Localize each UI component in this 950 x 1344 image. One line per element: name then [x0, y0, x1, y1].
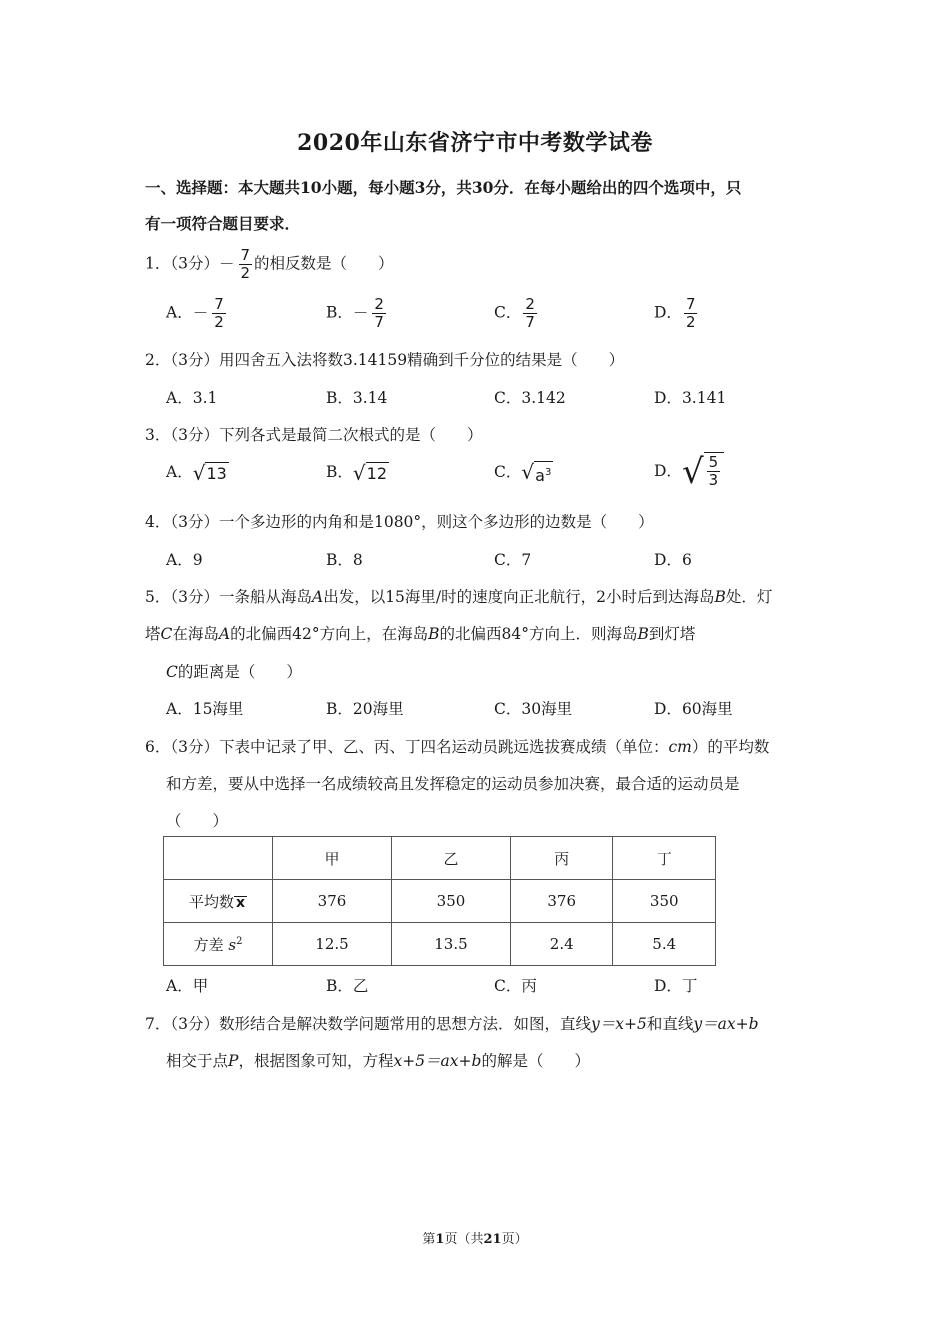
score-table: [163, 836, 716, 966]
option-value: 7: [521, 551, 532, 569]
text: 的距离是（ ）: [177, 663, 302, 681]
text: ，根据图象可知，方程: [238, 1052, 394, 1070]
variance-exponent: 2: [236, 935, 243, 947]
q1-prefix: 1．（3分）: [145, 254, 219, 273]
table-row: [164, 880, 716, 923]
option-value: 30海里: [521, 700, 573, 718]
q1-numerator: 7: [240, 246, 251, 264]
option-value: 甲: [192, 977, 209, 995]
table-header-cell: 乙: [391, 837, 510, 880]
option-fraction: [372, 296, 386, 331]
q6-option-a[interactable]: [166, 974, 208, 996]
equation: y＝x+5: [590, 1015, 647, 1033]
q3-option-b[interactable]: [326, 460, 389, 484]
point-label: A: [218, 625, 231, 643]
option-label: A．: [166, 389, 193, 407]
table-cell: 13.5: [391, 923, 510, 966]
option-fraction: [523, 296, 537, 331]
option-label: A．: [166, 303, 193, 322]
unit: cm: [668, 738, 692, 756]
point-label: B: [428, 625, 440, 643]
question-6-line-1: [145, 735, 769, 757]
page-title: 2020年山东省济宁市中考数学试卷: [297, 130, 653, 156]
option-value: 丁: [681, 977, 698, 995]
option-numerator: 7: [214, 295, 224, 313]
option-label: C．: [494, 551, 522, 569]
option-label: A．: [166, 977, 193, 995]
question-1: [145, 247, 394, 282]
q4-option-a[interactable]: [166, 548, 203, 570]
option-value: 8: [352, 551, 363, 569]
section-heading-line-2: 有一项符合题目要求．: [145, 214, 301, 233]
option-value: 丙: [521, 977, 537, 995]
table-header-row: [164, 837, 716, 880]
option-neg-sign: －: [352, 303, 369, 322]
q2-option-d[interactable]: [654, 386, 726, 408]
text: 出发，以15海里/时的速度向正北航行，2小时后到达海岛: [323, 588, 715, 606]
text: 7．（3分）数形结合是解决数学问题常用的思想方法．如图，直线: [145, 1015, 591, 1033]
option-value: 6: [681, 551, 692, 569]
option-label: D．: [654, 389, 682, 407]
table-header-cell: 甲: [273, 837, 392, 880]
option-fraction: [684, 296, 698, 331]
option-value: 3.142: [521, 389, 566, 407]
text: 的北偏西84°方向上．则海岛: [439, 625, 638, 643]
option-label: D．: [654, 700, 682, 718]
text: 和直线: [646, 1015, 694, 1033]
point-label: P: [228, 1052, 239, 1070]
option-value: 3.141: [681, 389, 727, 407]
option-label: B．: [326, 700, 353, 718]
q1-option-d[interactable]: [654, 296, 699, 331]
variance-label-cell: [164, 923, 273, 966]
option-value: 3.14: [352, 389, 388, 407]
equation: x+5＝ax+b: [393, 1052, 482, 1070]
question-6-line-3: （ ）: [166, 812, 229, 830]
table-cell: 2.4: [510, 923, 613, 966]
table-header-cell: 丙: [510, 837, 613, 880]
q6-option-c[interactable]: [494, 974, 537, 996]
q2-option-c[interactable]: [494, 386, 566, 408]
table-cell: 350: [613, 880, 716, 923]
question-3: 3．（3分）下列各式是最简二次根式的是（ ）: [145, 426, 483, 444]
q2-option-b[interactable]: [326, 386, 387, 408]
text: 相交于点: [166, 1052, 229, 1070]
text: 处．灯: [725, 588, 773, 606]
table-cell: 376: [510, 880, 613, 923]
option-label: B．: [326, 303, 353, 322]
sqrt-symbol: √ $a^3$: [521, 460, 552, 485]
option-denominator: 7: [525, 313, 535, 331]
sqrt-symbol: √ 12: [352, 461, 387, 485]
option-numerator: 2: [525, 295, 535, 313]
radicand: [534, 461, 553, 485]
table-row: [164, 923, 716, 966]
question-7-line-2: [166, 1049, 590, 1071]
question-2: 2．（3分）用四舍五入法将数3.14159精确到千分位的结果是（ ）: [145, 351, 625, 369]
option-numerator: 5: [708, 453, 719, 471]
radicand-exponent: 3: [544, 467, 552, 478]
point-label: B: [714, 588, 726, 606]
option-value: 15海里: [192, 700, 244, 718]
q3-option-a[interactable]: [166, 460, 229, 484]
page-number: 1: [435, 1232, 445, 1247]
q1-suffix: 的相反数是（ ）: [254, 254, 394, 273]
text: 在海岛: [172, 625, 219, 643]
q3-option-c[interactable]: [494, 460, 553, 485]
option-denominator: 7: [374, 313, 384, 331]
sqrt-symbol: √ $\frac{5}{3}$: [682, 452, 724, 492]
table-header-cell: 丁: [613, 837, 716, 880]
mean-label: 平均数: [188, 892, 234, 911]
q5-option-b[interactable]: [326, 697, 404, 719]
option-label: D．: [654, 303, 682, 322]
table-corner-cell: [164, 837, 273, 880]
option-value: 20海里: [352, 700, 404, 718]
option-label: C．: [494, 463, 522, 481]
variance-symbol: s: [228, 935, 237, 954]
radicand-base: a: [535, 466, 545, 485]
q6-option-d[interactable]: [654, 974, 697, 996]
text: 到灯塔: [648, 625, 696, 643]
option-fraction: [212, 296, 226, 331]
footer-text: 页）: [501, 1232, 528, 1247]
q1-fraction: [239, 247, 253, 282]
sqrt-symbol: √ 13: [192, 461, 227, 485]
question-4: 4．（3分）一个多边形的内角和是1080°，则这个多边形的边数是（ ）: [145, 513, 654, 531]
text: 6．（3分）下表中记录了甲、乙、丙、丁四名运动员跳远选拔赛成绩（单位：: [145, 738, 669, 756]
option-numerator: 7: [685, 295, 696, 313]
table-cell: 12.5: [273, 923, 392, 966]
point-label: A: [311, 588, 324, 606]
table-cell: 376: [273, 880, 392, 923]
q1-option-a[interactable]: [166, 296, 228, 331]
option-label: A．: [166, 463, 193, 481]
footer-text: 第: [422, 1232, 436, 1247]
option-label: B．: [326, 463, 353, 481]
question-5-line-1: [145, 585, 772, 607]
point-label: C: [166, 663, 178, 681]
option-value: 乙: [352, 977, 369, 995]
xbar-symbol: x: [235, 894, 246, 911]
option-label: C．: [494, 977, 522, 995]
option-label: C．: [494, 700, 522, 718]
q5-option-d[interactable]: [654, 697, 733, 719]
radicand-fraction: [707, 454, 721, 489]
section-heading-line-1: 一、选择题：本大题共10小题，每小题3分，共30分．在每小题给出的四个选项中，只: [145, 178, 742, 197]
option-label: A．: [166, 700, 193, 718]
radicand: 12: [366, 464, 387, 483]
q5-option-a[interactable]: [166, 697, 243, 719]
q2-option-a[interactable]: [166, 386, 217, 408]
question-7-line-1: [145, 1012, 759, 1034]
text: 的北偏西42°方向上，在海岛: [230, 625, 429, 643]
option-label: B．: [326, 977, 353, 995]
question-5-line-2: [145, 622, 695, 644]
option-denominator: 2: [214, 313, 224, 331]
radicand: 13: [206, 464, 227, 483]
q3-option-d[interactable]: [654, 452, 724, 492]
option-value: 3.1: [192, 389, 218, 407]
table-cell: 5.4: [613, 923, 716, 966]
q5-option-c[interactable]: [494, 697, 572, 719]
mean-label-cell: [164, 880, 273, 923]
option-label: D．: [654, 977, 682, 995]
equation: y＝ax+b: [693, 1015, 759, 1033]
q1-neg-sign: －: [218, 254, 235, 273]
q1-option-c[interactable]: [494, 296, 539, 331]
option-label: A．: [166, 551, 193, 569]
option-label: B．: [326, 389, 353, 407]
q6-option-b[interactable]: [326, 974, 368, 996]
option-denominator: 3: [708, 471, 719, 489]
option-value: 9: [192, 551, 203, 569]
option-value: 60海里: [681, 700, 733, 718]
option-label: D．: [654, 551, 682, 569]
page-footer: [0, 1228, 950, 1247]
option-label: C．: [494, 389, 522, 407]
option-label: C．: [494, 303, 522, 322]
total-pages: 21: [483, 1232, 502, 1247]
text: 5．（3分）一条船从海岛: [145, 588, 312, 606]
option-numerator: 2: [374, 295, 384, 313]
radicand: [704, 452, 725, 492]
point-label: B: [637, 625, 649, 643]
option-denominator: 2: [685, 313, 696, 331]
text: ）的平均数: [691, 738, 770, 756]
q1-denominator: 2: [240, 264, 251, 282]
option-label: D．: [654, 462, 682, 480]
text: 的解是（ ）: [481, 1052, 590, 1070]
q4-option-c[interactable]: [494, 548, 531, 570]
point-label: C: [160, 625, 173, 643]
option-neg-sign: －: [192, 303, 209, 322]
question-6-line-2: 和方差，要从中选择一名成绩较高且发挥稳定的运动员参加决赛，最合适的运动员是: [166, 775, 740, 793]
q1-option-b[interactable]: [326, 296, 388, 331]
q4-option-b[interactable]: [326, 548, 363, 570]
footer-text: 页（共: [444, 1232, 484, 1247]
option-label: B．: [326, 551, 353, 569]
table-cell: 350: [391, 880, 510, 923]
text: 塔: [145, 625, 161, 643]
question-5-line-3: [166, 660, 302, 682]
variance-label: 方差: [193, 935, 224, 954]
q4-option-d[interactable]: [654, 548, 692, 570]
